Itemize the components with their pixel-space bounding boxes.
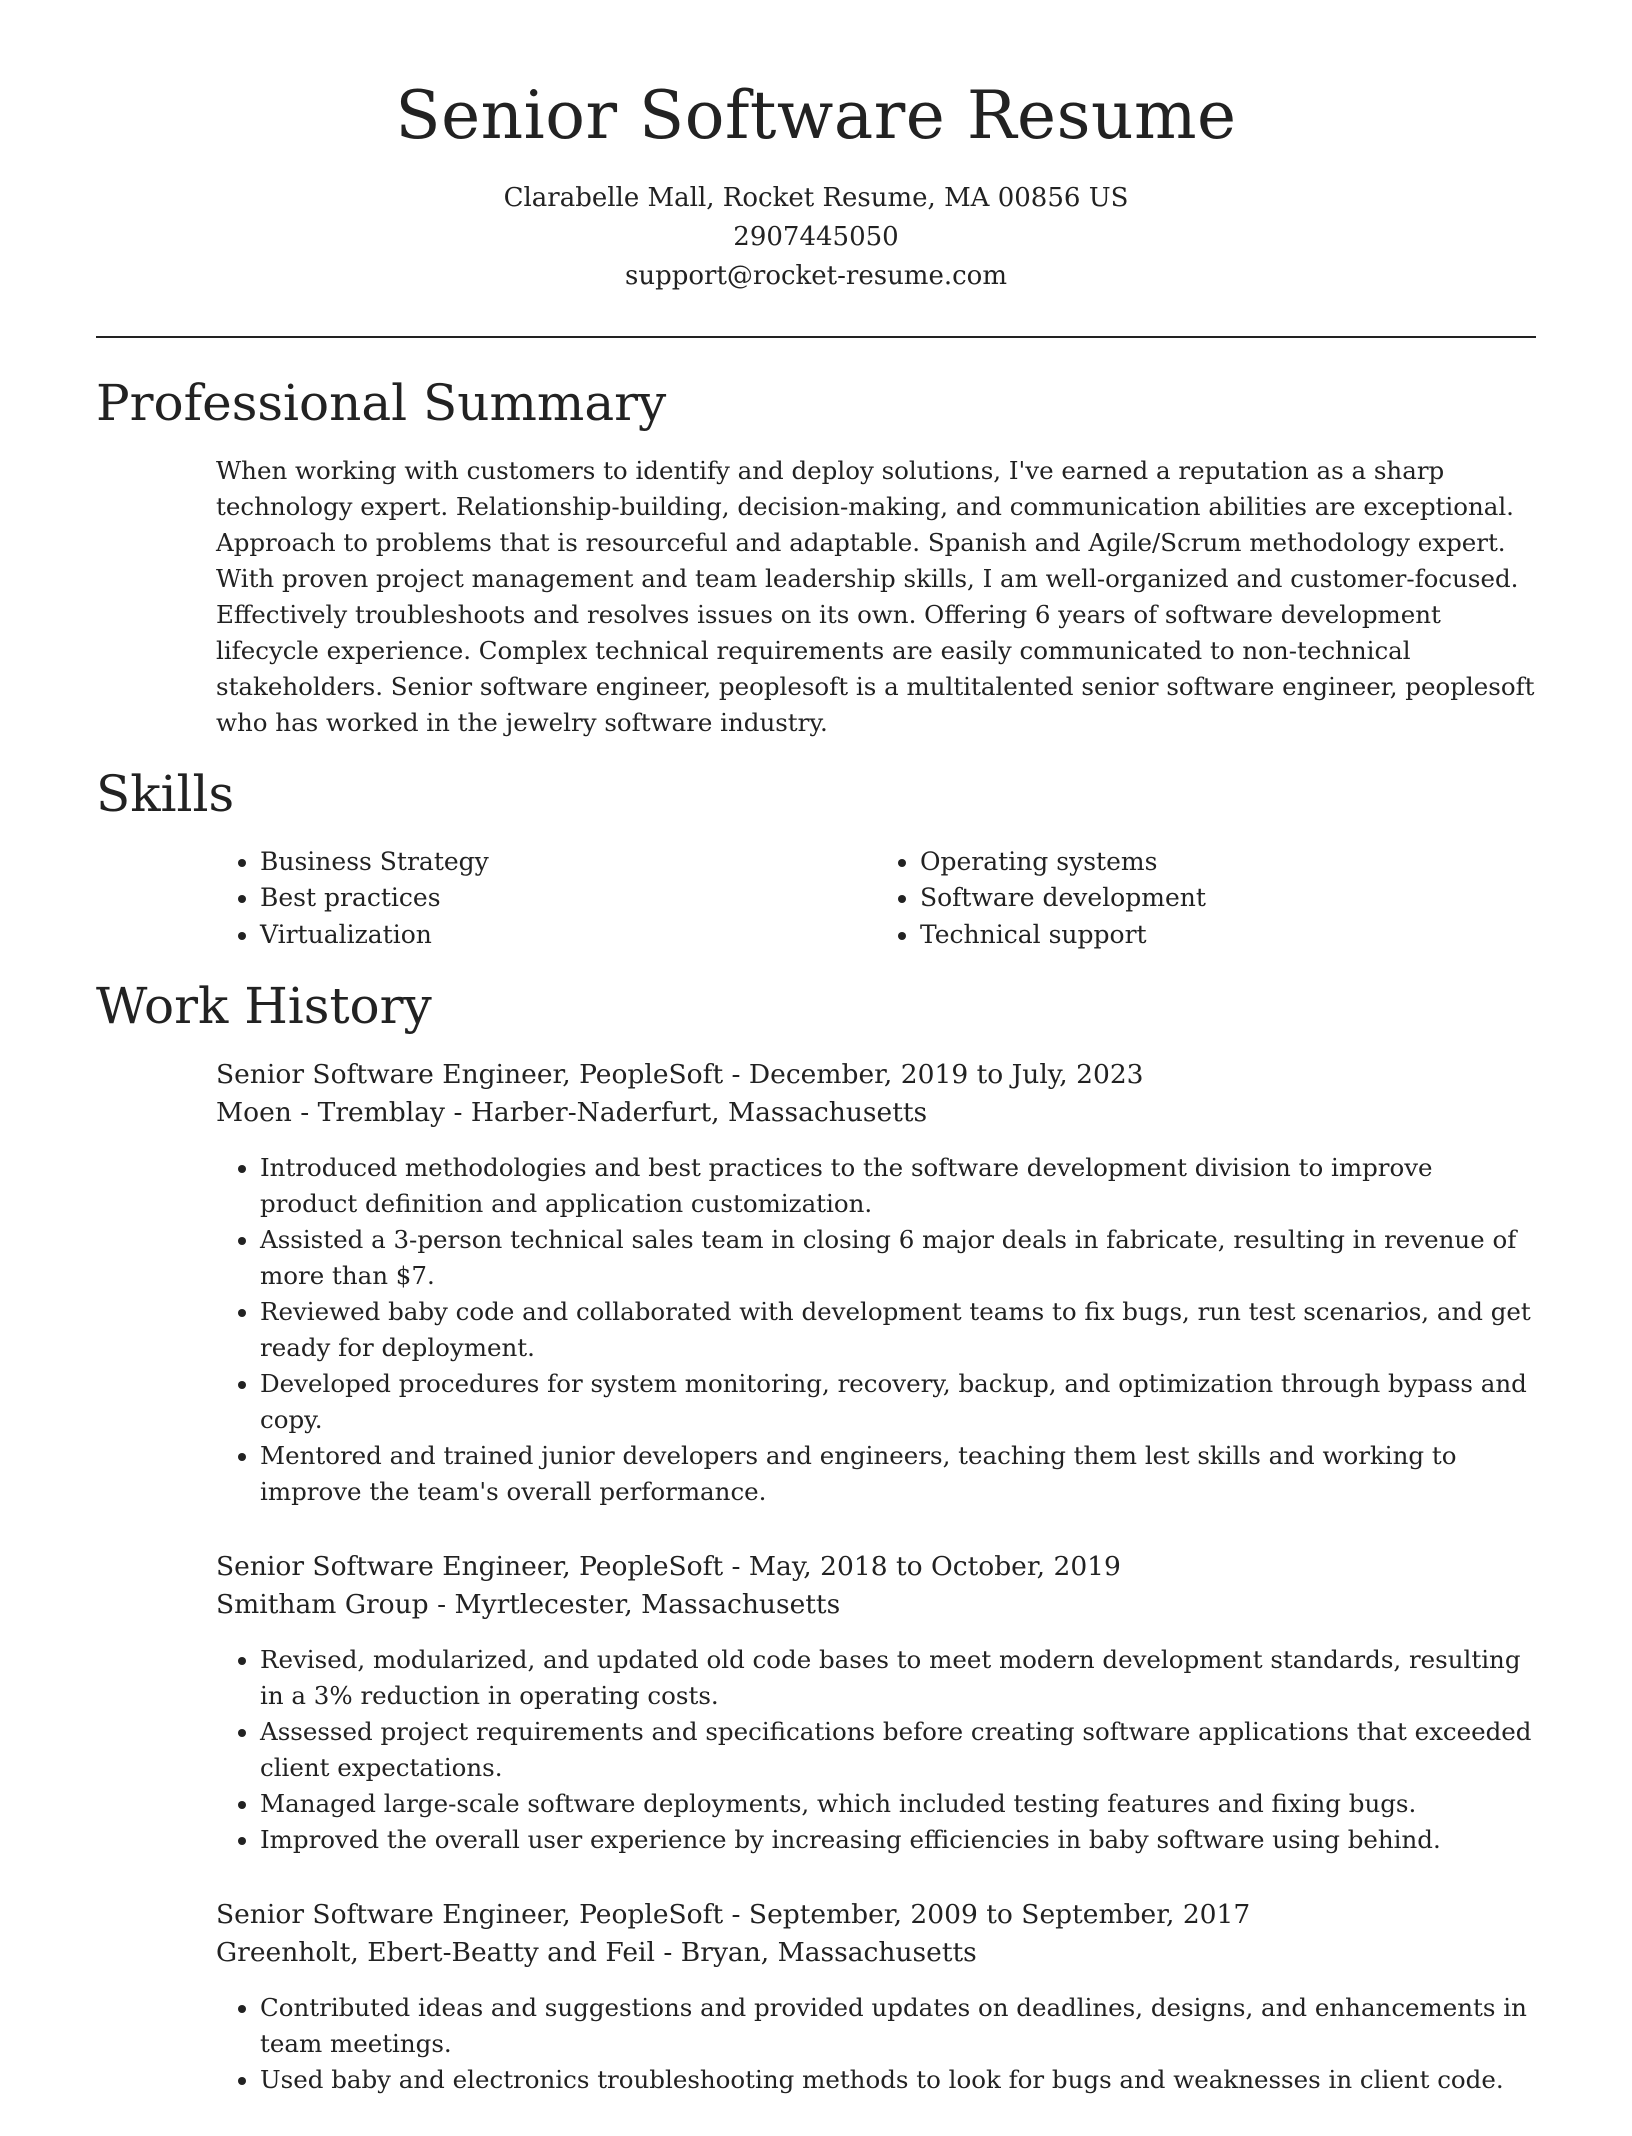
skill-item: • Technical support bbox=[920, 917, 1536, 954]
summary-text: When working with customers to identify and deploy solutions, I've earned a reputation as a sharp technology expert. Relationship-building, decision-making, and communication abilities are exceptional. Approach to problems that is resourceful and adaptable. Spanish and Agile/Scrum methodology expert. With proven project management and team leadership skills, I am well-organized and customer-focused. Effectively troubleshoots and resolves issues on its own. Offering 6 years of software development lifecycle experience. Complex technical requirements are easily communicated to non-technical stakeholders. Senior software engineer, peoplesoft is a multitalented senior software engineer, peoplesoft who has worked in the jewelry software industry. bbox=[216, 455, 1535, 737]
skill-item: • Operating systems bbox=[920, 844, 1536, 881]
job-entry bbox=[216, 1056, 1536, 1510]
contact-phone: 2907445050 bbox=[733, 221, 899, 252]
job-company-line bbox=[216, 1094, 1536, 1132]
job-role: Senior Software Engineer, PeopleSoft bbox=[216, 1551, 724, 1583]
skill-item: • Software development bbox=[920, 880, 1536, 917]
skill-item: • Virtualization bbox=[260, 917, 876, 954]
skills-list bbox=[216, 844, 1536, 954]
job-company-line bbox=[216, 1934, 1536, 1972]
job-location: - Bryan, Massachusetts bbox=[655, 1937, 977, 1969]
job-title-line bbox=[216, 1548, 1536, 1586]
header-divider bbox=[96, 336, 1536, 338]
skills-heading: Skills bbox=[96, 764, 235, 823]
contact-address: Clarabelle Mall, Rocket Resume, MA 00856 US bbox=[503, 182, 1129, 213]
job-bullet: • Developed procedures for system monitoring, recovery, backup, and optimization through bypass and copy. bbox=[260, 1366, 1536, 1438]
skills-column-left bbox=[216, 844, 876, 954]
job-bullet: • Assessed project requirements and specifications before creating software applications that exceeded client expectations. bbox=[260, 1714, 1536, 1786]
job-bullet: • Mentored and trained junior developers and engineers, teaching them lest skills and working to improve the team's overall performance. bbox=[260, 1438, 1536, 1510]
job-bullet: • Used baby and electronics troubleshooting methods to look for bugs and weaknesses in client code. bbox=[260, 2062, 1536, 2098]
job-bullet: • Managed large-scale software deployments, which included testing features and fixing bugs. bbox=[260, 1786, 1536, 1822]
job-dates: - September, 2009 to September, 2017 bbox=[723, 1899, 1251, 1931]
job-dates: - May, 2018 to October, 2019 bbox=[723, 1551, 1121, 1583]
job-bullet: • Assisted a 3-person technical sales team in closing 6 major deals in fabricate, resulting in revenue of more than $7. bbox=[260, 1222, 1536, 1294]
job-title-line bbox=[216, 1896, 1536, 1934]
job-bullets bbox=[216, 1642, 1536, 1858]
job-company: Greenholt, Ebert-Beatty and Feil bbox=[216, 1937, 655, 1969]
job-bullet: • Contributed ideas and suggestions and provided updates on deadlines, designs, and enhancements in team meetings. bbox=[260, 1990, 1536, 2062]
skill-item: • Business Strategy bbox=[260, 844, 876, 881]
job-role: Senior Software Engineer, PeopleSoft bbox=[216, 1899, 724, 1931]
job-title-line bbox=[216, 1056, 1536, 1094]
job-location: - Myrtlecester, Massachusetts bbox=[428, 1589, 841, 1621]
job-bullets bbox=[216, 1150, 1536, 1510]
job-entry bbox=[216, 1548, 1536, 1858]
work-history-heading: Work History bbox=[96, 977, 432, 1036]
job-company: Smitham Group bbox=[216, 1589, 429, 1621]
resume-page bbox=[96, 77, 1536, 2136]
job-dates: - December, 2019 to July, 2023 bbox=[723, 1059, 1144, 1091]
job-bullet: • Reviewed baby code and collaborated with development teams to fix bugs, run test scenarios, and get ready for deployment. bbox=[260, 1294, 1536, 1366]
job-bullet: • Introduced methodologies and best practices to the software development division to improve product definition and application customization. bbox=[260, 1150, 1536, 1222]
contact-email: support@rocket-resume.com bbox=[624, 260, 1007, 291]
job-bullet: • Improved the overall user experience by increasing efficiencies in baby software using behind. bbox=[260, 1822, 1536, 1858]
resume-title: Senior Software Resume bbox=[395, 77, 1237, 154]
job-entry bbox=[216, 1896, 1536, 2098]
skills-column-right bbox=[876, 844, 1536, 954]
job-bullet: • Revised, modularized, and updated old code bases to meet modern development standards, resulting in a 3% reduction in operating costs. bbox=[260, 1642, 1536, 1714]
skill-item: • Best practices bbox=[260, 880, 876, 917]
job-company-line bbox=[216, 1586, 1536, 1624]
job-company: Moen - Tremblay bbox=[216, 1097, 446, 1129]
job-bullets bbox=[216, 1990, 1536, 2098]
job-role: Senior Software Engineer, PeopleSoft bbox=[216, 1059, 724, 1091]
job-location: - Harber-Naderfurt, Massachusetts bbox=[445, 1097, 928, 1129]
summary-heading: Professional Summary bbox=[96, 373, 667, 432]
